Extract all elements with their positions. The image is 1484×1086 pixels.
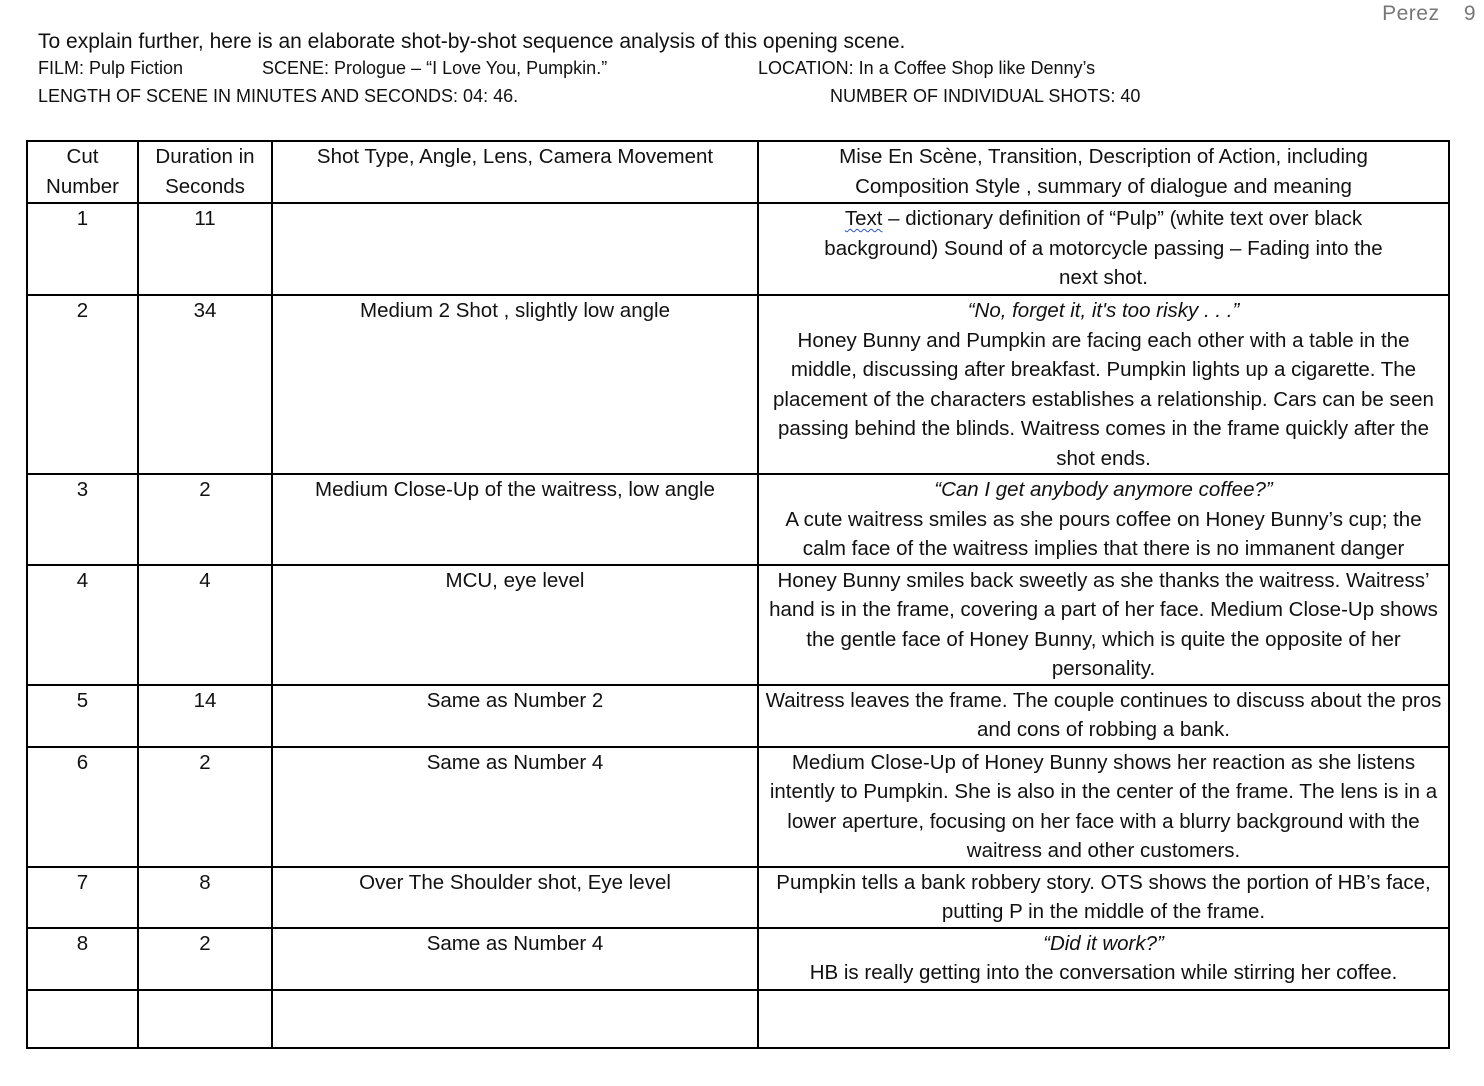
table-row: [27, 747, 1449, 867]
duration-cell: 8: [138, 867, 272, 928]
duration-cell: 4: [138, 565, 272, 685]
shot-type-cell: Same as Number 4: [272, 928, 758, 990]
table-row: [27, 295, 1449, 474]
shot-type-cell: Same as Number 4: [272, 747, 758, 867]
cut-number-cell: 2: [27, 295, 138, 474]
cut-number-cell: 7: [27, 867, 138, 928]
scene-length-label: LENGTH OF SCENE IN MINUTES AND SECONDS: 04: 46.: [38, 86, 519, 106]
cut-number-cell: 5: [27, 685, 138, 747]
mise-en-scene-cell: [758, 928, 1449, 990]
description-text: Honey Bunny and Pumpkin are facing each other with a table in the middle, discussing after breakfast. Pumpkin lights up a cigarette. The placement of the characters establishes a relationship. Cars can be seen passing behind the blinds. Waitress comes in the frame quickly after the shot ends.: [773, 328, 1434, 470]
duration-cell: 14: [138, 685, 272, 747]
description-text: HB is really getting into the conversation while stirring her coffee.: [809, 961, 1398, 984]
cut-number-cell: 3: [27, 474, 138, 565]
header-mise-en-scene: Mise En Scène, Transition, Description of Action, including Composition Style , summary of dialogue and meaning: [758, 141, 1449, 203]
mise-en-scene-cell: [758, 203, 1449, 295]
shot-count-label: NUMBER OF INDIVIDUAL SHOTS: 40: [830, 86, 1141, 106]
table-row: [27, 474, 1449, 565]
shot-type-cell: MCU, eye level: [272, 565, 758, 685]
page-header: [1382, 2, 1476, 26]
empty-table-row: [27, 990, 1449, 1048]
mise-en-scene-cell: Waitress leaves the frame. The couple continues to discuss about the pros and cons of robbing a bank.: [758, 685, 1449, 747]
shot-type-cell: Same as Number 2: [272, 685, 758, 747]
header-duration: Duration in Seconds: [138, 141, 272, 203]
dialogue-quote: “No, forget it, it's too risky . . .”: [967, 299, 1240, 322]
shot-type-cell: Medium 2 Shot , slightly low angle: [272, 295, 758, 474]
table-row: [27, 928, 1449, 990]
table-header-row: [27, 141, 1449, 203]
empty-cell: [272, 990, 758, 1048]
shot-analysis-table: [26, 140, 1450, 1049]
cut-number-cell: 6: [27, 747, 138, 867]
mise-en-scene-cell: [758, 295, 1449, 474]
shot-type-cell: [272, 203, 758, 295]
mise-en-scene-cell: Honey Bunny smiles back sweetly as she thanks the waitress. Waitress’ hand is in the frame, covering a part of her face. Medium Close-Up shows the gentle face of Honey Bunny, which is quite the opposite of her personality.: [758, 565, 1449, 685]
header-shot-type: Shot Type, Angle, Lens, Camera Movement: [272, 141, 758, 203]
table-row: [27, 203, 1449, 295]
location-label: LOCATION: In a Coffee Shop like Denny’s: [758, 58, 1096, 78]
table-row: [27, 685, 1449, 747]
scene-label: SCENE: Prologue – “I Love You, Pumpkin.”: [262, 58, 608, 78]
mise-en-scene-cell: [758, 474, 1449, 565]
empty-cell: [27, 990, 138, 1048]
dialogue-quote: “Did it work?”: [1043, 931, 1164, 955]
mise-en-scene-cell: Pumpkin tells a bank robbery story. OTS shows the portion of HB’s face, putting P in the middle of the frame.: [758, 867, 1449, 928]
page-number: 9: [1463, 2, 1476, 25]
empty-cell: [138, 990, 272, 1048]
spellcheck-word: Text: [844, 207, 883, 230]
mise-en-scene-cell: Medium Close-Up of Honey Bunny shows her reaction as she listens intently to Pumpkin. She is also in the center of the frame. The lens is in a lower aperture, focusing on her face with a blurry background with the waitress and other customers.: [758, 747, 1449, 867]
dialogue-quote: “Can I get anybody anymore coffee?”: [934, 478, 1273, 501]
header-cut-number: Cut Number: [27, 141, 138, 203]
duration-cell: 34: [138, 295, 272, 474]
shot-type-cell: Medium Close-Up of the waitress, low angle: [272, 474, 758, 565]
author-name: Perez: [1382, 2, 1440, 25]
shot-type-cell: Over The Shoulder shot, Eye level: [272, 867, 758, 928]
description-text: A cute waitress smiles as she pours coffee on Honey Bunny’s cup; the calm face of the waitress implies that there is no immanent danger: [785, 507, 1422, 560]
film-label: FILM: Pulp Fiction: [38, 58, 184, 78]
intro-text: To explain further, here is an elaborate shot-by-shot sequence analysis of this opening scene.: [38, 30, 906, 53]
duration-cell: 2: [138, 474, 272, 565]
cut-number-cell: 1: [27, 203, 138, 295]
description-text: – dictionary definition of “Pulp” (white text over black background) Sound of a motorcycle passing – Fading into the next shot.: [824, 207, 1383, 289]
cut-number-cell: 4: [27, 565, 138, 685]
cut-number-cell: 8: [27, 928, 138, 990]
table-row: [27, 867, 1449, 928]
table-row: [27, 565, 1449, 685]
duration-cell: 11: [138, 203, 272, 295]
duration-cell: 2: [138, 928, 272, 990]
duration-cell: 2: [138, 747, 272, 867]
empty-cell: [758, 990, 1449, 1048]
